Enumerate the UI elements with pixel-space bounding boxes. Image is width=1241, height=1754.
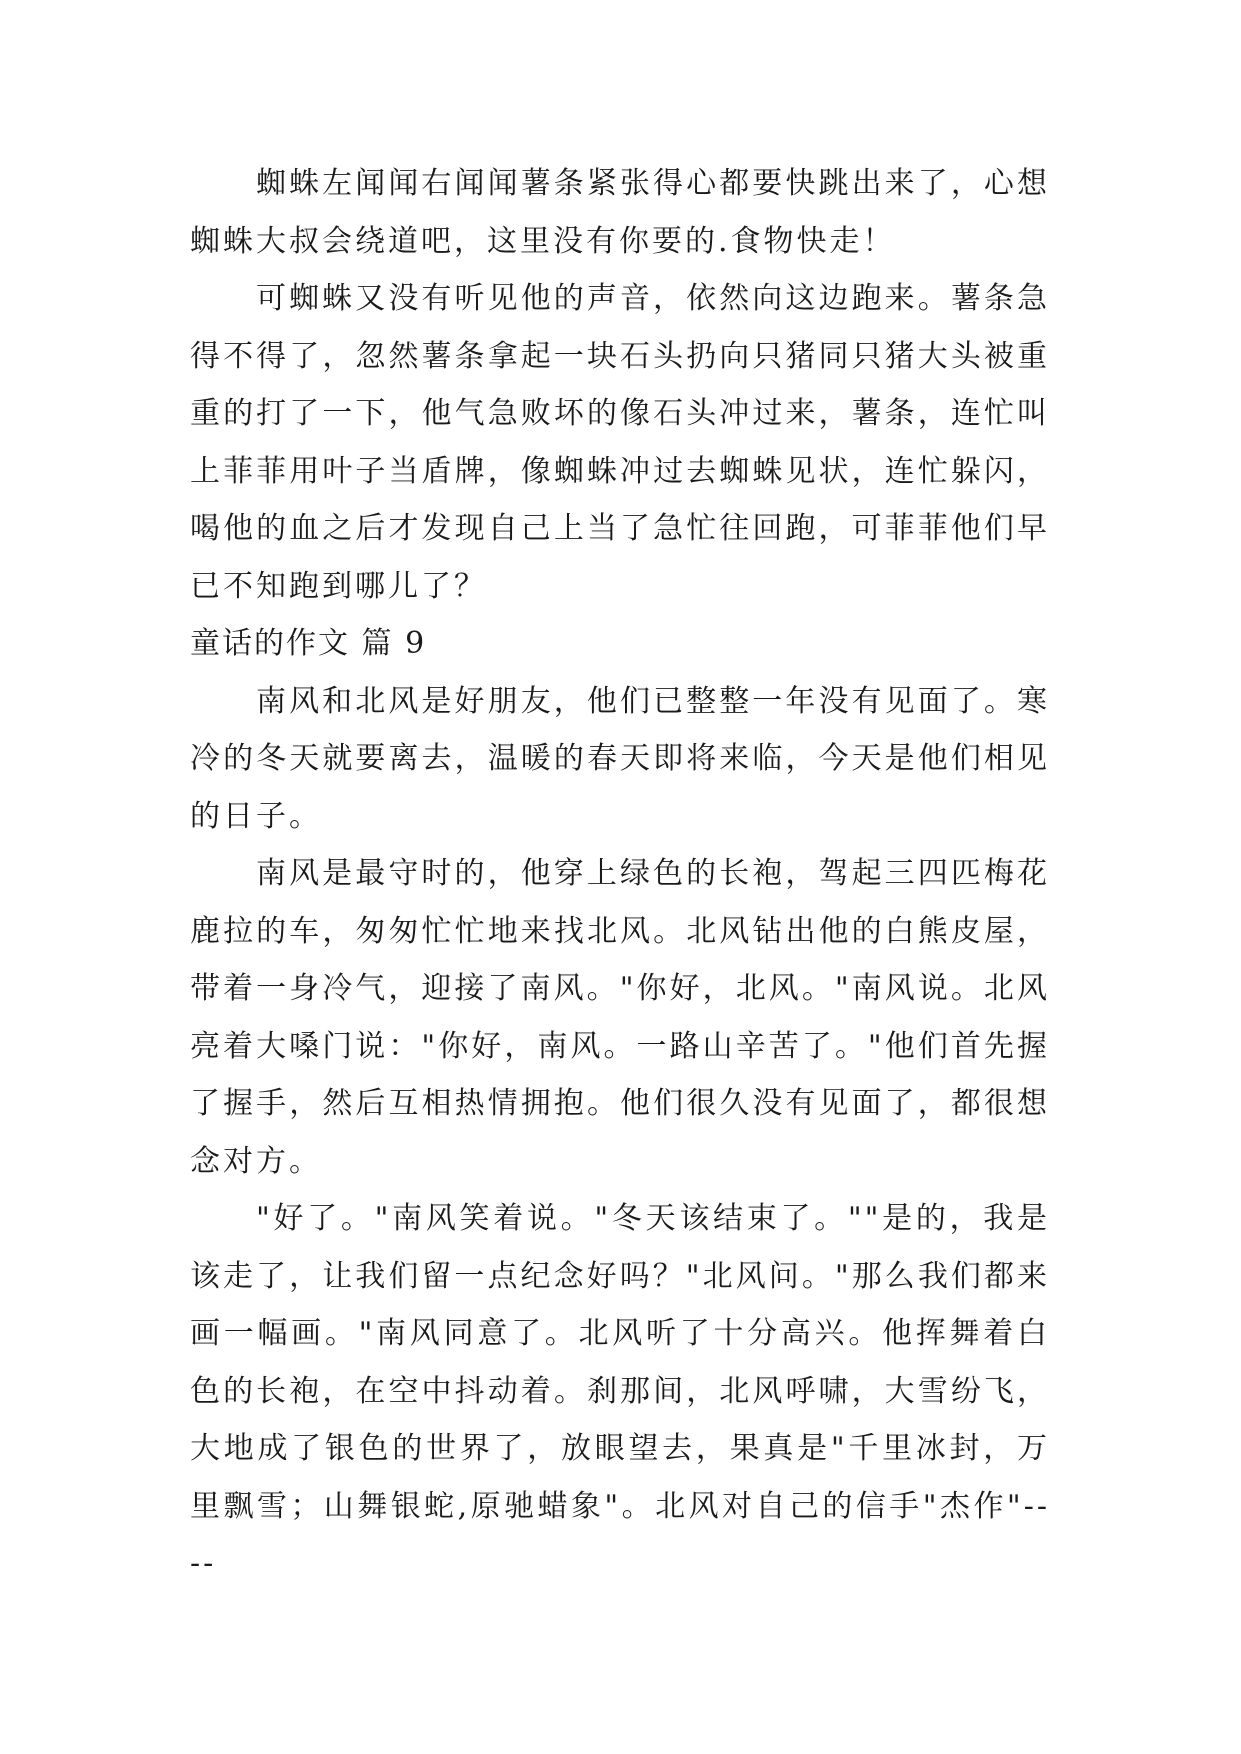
paragraph: 蜘蛛左闻闻右闻闻薯条紧张得心都要快跳出来了，心想蜘蛛大叔会绕道吧，这里没有你要的.食物快走！ xyxy=(190,166,1050,259)
paragraph: 南风和北风是好朋友，他们已整整一年没有见面了。寒冷的冬天就要离去，温暖的春天即将来临，今天是他们相见的日子。 xyxy=(190,683,1050,834)
section-heading: 童话的作文 篇 9 xyxy=(190,626,427,661)
paragraph: 可蜘蛛又没有听见他的声音，依然向这边跑来。薯条急得不得了，忽然薯条拿起一块石头扔向只猪同只猪大头被重重的打了一下，他气急败坏的像石头冲过来，薯条，连忙叫上菲菲用叶子当盾牌，像蜘蛛冲过去蜘蛛见状，连忙躲闪，喝他的血之后才发现自己上当了急忙往回跑，可菲菲他们早已不知跑到哪儿了？ xyxy=(190,281,1050,604)
paragraph: 南风是最守时的，他穿上绿色的长袍，驾起三四匹梅花鹿拉的车，匆匆忙忙地来找北风。北风钻出他的白熊皮屋，带着一身冷气，迎接了南风。"你好，北风。"南风说。北风亮着大嗓门说："你好，南风。一路山辛苦了。"他们首先握了握手，然后互相热情拥抱。他们很久没有见面了，都很想念对方。 xyxy=(190,856,1050,1179)
document-body xyxy=(190,155,1050,1593)
paragraph: "好了。"南风笑着说。"冬天该结束了。""是的，我是该走了，让我们留一点纪念好吗？"北风问。"那么我们都来画一幅画。"南风同意了。北风听了十分高兴。他挥舞着白色的长袍，在空中抖动着。刹那间，北风呼啸，大雪纷飞，大地成了银色的世界了，放眼望去，果真是"千里冰封，万里飘雪；山舞银蛇,原驰蜡象"。北风对自己的信手"杰作"---- xyxy=(190,1201,1050,1581)
